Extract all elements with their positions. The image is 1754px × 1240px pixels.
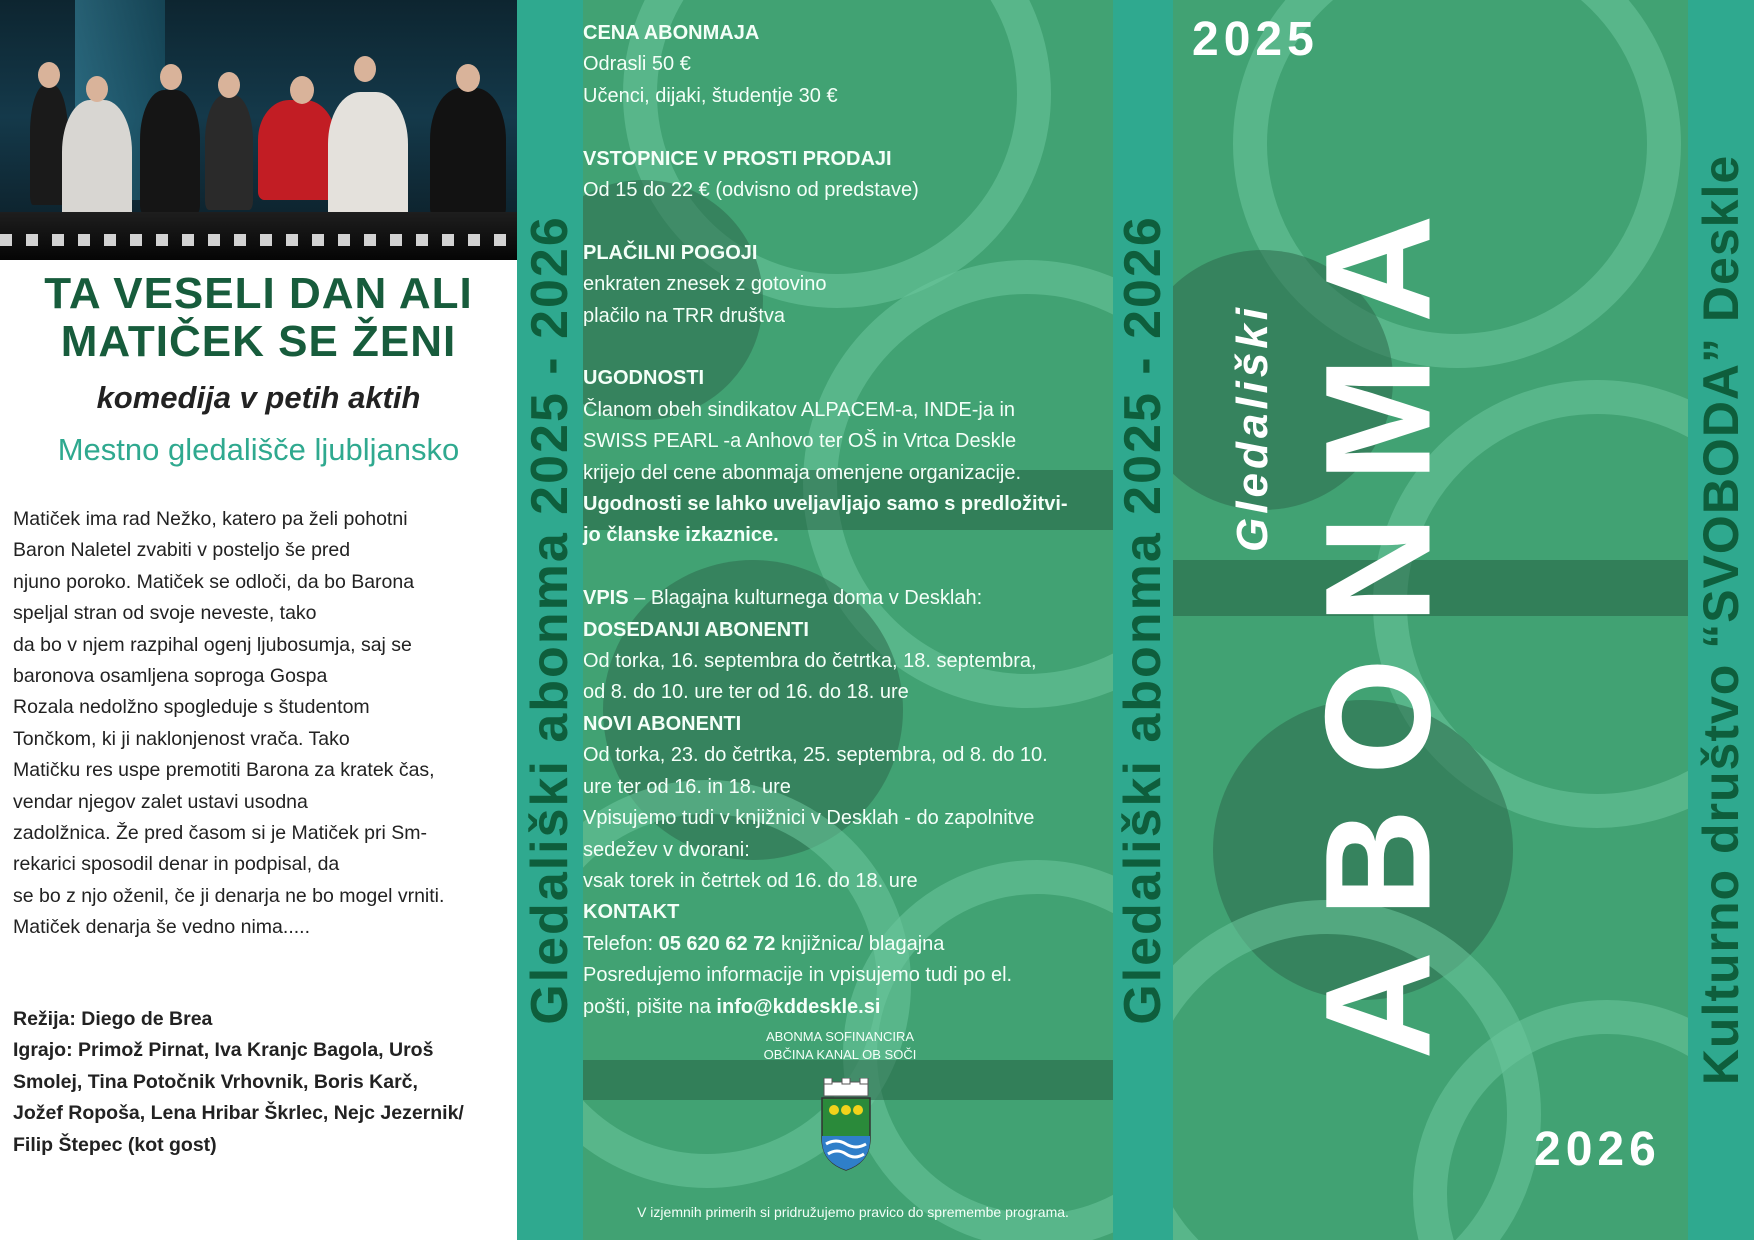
email-prompt: pošti, pišite na xyxy=(583,995,717,1018)
teal-strip-left xyxy=(517,0,583,1240)
play-title-line: MATIČEK SE ŽENI xyxy=(60,317,457,366)
synopsis-line: Baron Naletel zvabiti v posteljo še pred xyxy=(13,539,351,562)
credits-line: Smolej, Tina Potočnik Vrhovnik, Boris Karč, xyxy=(13,1070,418,1093)
cofunding-line: ABONMA SOFINANCIRA xyxy=(765,1029,915,1044)
library-line: Vpisujemo tudi v knjižnici v Desklah - do zapolnitve xyxy=(583,807,1035,830)
synopsis-line: njuno poroko. Matiček se odloči, da bo Barona xyxy=(13,570,415,593)
enrolment-location: – Blagajna kulturnega doma v Desklah: xyxy=(628,587,983,610)
synopsis-line: zadolžnica. Že pred časom si je Matiček pri Sm- xyxy=(13,822,427,845)
cover-gledaliski: Gledališki xyxy=(1228,304,1277,552)
price-heading: CENA ABONMAJA xyxy=(583,22,760,44)
play-subtitle: komedija v petih aktih xyxy=(96,380,421,415)
benefits-line: Članom obeh sindikatov ALPACEM-a, INDE-ja in xyxy=(583,398,1016,421)
play-title-line: TA VESELI DAN ALI xyxy=(44,269,473,318)
credits-line: Jožef Ropoša, Lena Hribar Škrlec, Nejc Jezernik/ xyxy=(13,1102,464,1125)
tickets-heading: VSTOPNICE V PROSTI PRODAJI xyxy=(583,147,892,170)
benefits-heading: UGODNOSTI xyxy=(583,367,705,390)
cofunding-line: OBČINA KANAL OB SOČI xyxy=(763,1047,917,1062)
payment-transfer: plačilo na TRR društva xyxy=(583,304,785,327)
benefits-line: SWISS PEARL -a Anhovo ter OŠ in Vrtca Deskle xyxy=(583,430,1017,453)
cofunding-note xyxy=(700,1028,980,1064)
cover-abonma: ABONMA xyxy=(1293,180,1462,1060)
photo-actor xyxy=(205,95,253,210)
new-subscribers-heading: NOVI ABONENTI xyxy=(583,712,742,735)
synopsis-line: baronova osamljena soproga Gospa xyxy=(13,665,328,688)
subscription-info xyxy=(583,18,1123,1023)
credits xyxy=(13,1004,513,1161)
email-link[interactable]: info@kddeskle.si xyxy=(716,995,881,1018)
existing-subscribers-heading: DOSEDANJI ABONENTI xyxy=(583,618,809,641)
photo-stage-lights xyxy=(0,234,517,246)
payment-heading: PLAČILNI POGOJI xyxy=(583,241,758,264)
synopsis-line: speljal stran od svoje neveste, tako xyxy=(13,602,317,625)
phone-desc: knjižnica/ blagajna xyxy=(775,932,945,955)
benefits-note: Ugodnosti se lahko uveljavljajo samo s predložitvi- xyxy=(583,493,1068,516)
benefits-line: krijejo del cene abonmaja omenjene organizacije. xyxy=(583,461,1022,484)
program-change-note: V izjemnih primerih si pridružujemo pravico do spremembe programa. xyxy=(637,1204,1069,1220)
synopsis-line: Rozala nedolžno spogleduje s študentom xyxy=(13,696,370,719)
left-panel xyxy=(0,0,517,1240)
synopsis-line: Matiček denarja še vedno nima..... xyxy=(13,916,310,939)
synopsis-line: rekarici sposodil denar in podpisal, da xyxy=(13,853,340,876)
credits-line: Režija: Diego de Brea xyxy=(13,1008,213,1030)
library-line: sedežev v dvorani: xyxy=(583,838,750,861)
photo-actor-head xyxy=(218,72,240,98)
price-students: Učenci, dijaki, študentje 30 € xyxy=(583,84,838,107)
photo-actor-head xyxy=(354,56,376,82)
cultural-society-name: Kulturno društvo “SVOBODA” Deskle xyxy=(1693,154,1749,1086)
municipality-crest-icon xyxy=(818,1078,874,1172)
synopsis-line: vendar njegov zalet ustavi usodna xyxy=(13,790,308,813)
existing-subscribers-hours: od 8. do 10. ure ter od 16. do 18. ure xyxy=(583,681,909,704)
cover-year-end: 2026 xyxy=(1534,1123,1661,1176)
contact-email-line xyxy=(583,992,1123,1023)
tickets-price: Od 15 do 22 € (odvisno od predstave) xyxy=(583,179,919,202)
enrolment-heading: VPIS xyxy=(583,587,629,610)
phone-number[interactable]: 05 620 62 72 xyxy=(658,932,776,955)
new-subscribers-dates: Od torka, 23. do četrtka, 25. septembra, od 8. do 10. xyxy=(583,744,1048,767)
photo-actor-head xyxy=(38,62,60,88)
library-line: vsak torek in četrtek od 16. do 18. ure xyxy=(583,869,918,892)
photo-actor xyxy=(62,100,132,230)
theatre-name: Mestno gledališče ljubljansko xyxy=(57,432,460,467)
existing-subscribers-dates: Od torka, 16. septembra do četrtka, 18. septembra, xyxy=(583,650,1037,673)
theatre-stage-photo xyxy=(0,0,517,260)
synopsis-line: da bo v njem razpihal ogenj ljubosumja, saj se xyxy=(13,633,412,656)
photo-actor-head xyxy=(160,64,182,90)
synopsis-line: Tončkom, ki ji naklonjenost vrača. Tako xyxy=(13,727,350,750)
cover-year-start: 2025 xyxy=(1192,13,1319,66)
teal-strip-middle xyxy=(1113,0,1173,1240)
teal-strip-right xyxy=(1688,0,1754,1240)
price-adults: Odrasli 50 € xyxy=(583,53,691,76)
synopsis-line: Matiček ima rad Nežko, katero pa želi pohotni xyxy=(13,508,408,530)
synopsis-line: Matičku res uspe premotiti Barona za kratek čas, xyxy=(13,759,435,782)
photo-actor-head xyxy=(86,76,108,102)
photo-actor-head xyxy=(290,76,314,104)
contact-phone-line xyxy=(583,929,1123,960)
phone-label: Telefon: xyxy=(583,932,659,955)
play-title xyxy=(0,270,517,366)
synopsis-line: se bo z njo oženil, če ji denarja ne bo mogel vrniti. xyxy=(13,884,445,907)
photo-actor xyxy=(430,88,506,218)
vertical-season-title: Gledališki abonma 2025 - 2026 xyxy=(521,215,579,1025)
payment-cash: enkraten znesek z gotovino xyxy=(583,273,827,296)
photo-actor-head xyxy=(456,64,480,92)
vertical-season-title: Gledališki abonma 2025 - 2026 xyxy=(1114,215,1172,1025)
photo-actor xyxy=(140,90,200,215)
enrolment-line xyxy=(583,583,1123,614)
new-subscribers-hours: ure ter od 16. in 18. ure xyxy=(583,775,791,798)
photo-actor xyxy=(258,100,336,200)
credits-line: Filip Štepec (kot gost) xyxy=(13,1133,217,1156)
credits-line: Igrajo: Primož Pirnat, Iva Kranjc Bagola, Uroš xyxy=(13,1039,434,1062)
contact-email-intro: Posredujemo informacije in vpisujemo tudi po el. xyxy=(583,964,1013,987)
photo-actor xyxy=(328,92,408,222)
contact-heading: KONTAKT xyxy=(583,901,680,924)
synopsis xyxy=(13,504,513,944)
benefits-note: jo članske izkaznice. xyxy=(583,524,779,547)
